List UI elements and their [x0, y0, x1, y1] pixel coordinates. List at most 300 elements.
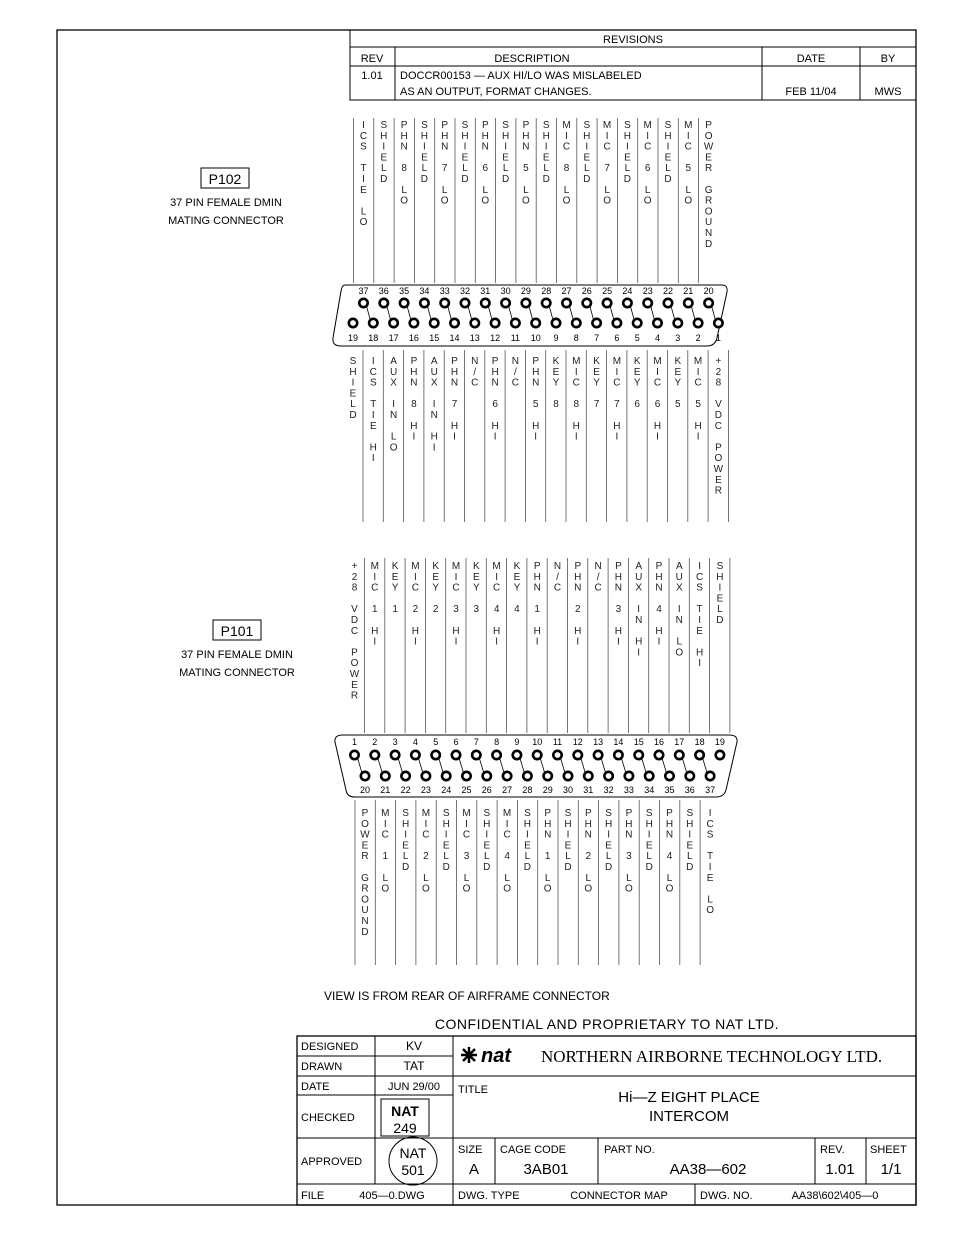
- nat-starburst-icon: [461, 1047, 477, 1063]
- p102-pin-33: [441, 299, 449, 307]
- p102-bottom-10-label-char: I: [534, 431, 538, 443]
- p102-top-29-label-char: H: [522, 130, 530, 142]
- p101-pin-32: [604, 772, 612, 780]
- p101-pin-number: 1: [351, 737, 358, 747]
- p101-bottom-29-label-char: L: [544, 872, 551, 884]
- p101-bottom-27-label-char: C: [503, 829, 511, 841]
- p102-bottom-9-label-char: E: [552, 366, 560, 378]
- p101-top-14-label-char: H: [614, 571, 623, 583]
- p102-pin-3: [674, 319, 682, 327]
- p101-pin-number: 24: [441, 785, 452, 795]
- p101-top-18-label-char: T: [696, 604, 703, 616]
- p101-top-14-label-char: P: [615, 561, 622, 572]
- p101-bottom-25-label-char: M: [462, 808, 471, 819]
- p102-top-35-label-char: 8: [401, 163, 407, 175]
- p101-bottom-20-label-char: U: [361, 905, 369, 917]
- p101-bottom-33-label-char: P: [625, 808, 633, 819]
- p101-top-5-label-char: Y: [432, 582, 440, 594]
- p102-bottom-12-label-char: P: [491, 356, 499, 367]
- p101-pin-number: 18: [694, 737, 705, 747]
- p101-pin-7: [472, 751, 480, 759]
- p102-bottom-1-label-char: V: [715, 399, 722, 411]
- drawing-title-line-1: Hi—Z EIGHT PLACE: [618, 1089, 760, 1106]
- p102-bottom-12-label-char: H: [491, 420, 499, 432]
- p101-top-4-label-char: I: [414, 571, 417, 583]
- p102-top-28-label-char: I: [544, 141, 548, 153]
- p101-bottom-35-label-char: N: [665, 829, 674, 841]
- p102-pin-link: [691, 306, 695, 320]
- p102-pin-number: 13: [469, 333, 480, 343]
- p101-pin-number: 6: [453, 737, 459, 747]
- p101-pin-number: 22: [400, 785, 411, 795]
- p102-bottom-8-label-char: H: [572, 420, 580, 432]
- p101-top-14-label-char: 3: [615, 604, 622, 616]
- p102-top-21-label-char: L: [685, 184, 692, 196]
- p102-top-21-label-char: I: [686, 130, 690, 142]
- p102-top-23-label-char: L: [644, 184, 651, 196]
- p101-top-2-label-char: H: [371, 625, 379, 637]
- p101-top-17-label-char: U: [675, 571, 683, 583]
- p101-top-17-label-char: A: [675, 561, 683, 572]
- p101-pin-number: 14: [613, 737, 624, 747]
- p101-pin-link: [601, 758, 606, 773]
- p101-bottom-31-label-char: 2: [585, 851, 592, 863]
- p102-top-36-label-char: H: [380, 130, 388, 142]
- p101-bottom-33-label-char: N: [625, 829, 633, 841]
- rev-column-header: REV: [360, 53, 384, 65]
- p102-top-28-label-char: E: [542, 152, 550, 164]
- p101-bottom-32-label-char: D: [604, 862, 613, 873]
- p101-top-17-label-char: L: [676, 636, 683, 648]
- p101-pin-number: 20: [359, 785, 371, 795]
- p101-pin-link: [642, 758, 647, 773]
- drawing-title-line-2: INTERCOM: [649, 1108, 729, 1125]
- p102-pin-number: 20: [703, 286, 714, 296]
- p102-top-36-label-char: I: [382, 141, 386, 153]
- p101-bottom-26-label-char: I: [485, 829, 489, 841]
- p102-top-25-label-char: L: [604, 184, 610, 196]
- p102-top-35-label-char: H: [400, 130, 408, 142]
- p101-top-10-label-char: H: [533, 625, 541, 637]
- p102-top-24-label-char: E: [624, 152, 631, 164]
- p102-bottom-16-label-char: H: [410, 420, 418, 432]
- p102-pin-number: 22: [662, 286, 674, 296]
- p102-pin-19: [349, 319, 357, 327]
- p102-bottom-14-label-char: 7: [451, 399, 458, 411]
- p101-bottom-34-label-char: E: [645, 840, 653, 852]
- p101-top-17-label-char: X: [675, 582, 683, 594]
- p101-top-16-label-char: N: [655, 582, 663, 594]
- p102-pin-24: [623, 299, 631, 307]
- p102-bottom-17-label-char: N: [389, 410, 398, 421]
- p102-top-25-label-char: O: [603, 195, 611, 207]
- p102-top-24-label-char: H: [623, 130, 632, 142]
- p101-pin-8: [492, 751, 500, 759]
- p101-bottom-37-label-char: O: [706, 905, 714, 917]
- cage-code-label: CAGE CODE: [500, 1144, 567, 1156]
- p101-description-line-2: MATING CONNECTOR: [179, 667, 295, 679]
- p102-bottom-10-label-char: N: [532, 377, 540, 389]
- p101-top-5-label-char: E: [432, 571, 440, 583]
- p102-bottom-18-label-char: I: [371, 410, 375, 421]
- p101-top-12-label-char: 2: [575, 604, 581, 616]
- drawn-label: DRAWN: [301, 1061, 343, 1073]
- p102-bottom-16-label-char: H: [410, 366, 418, 378]
- p101-pin-number: 9: [514, 737, 520, 747]
- p101-bottom-36-label-char: D: [686, 862, 694, 873]
- p102-pin-34: [420, 299, 428, 307]
- p102-top-30-label-char: I: [504, 141, 507, 153]
- p102-bottom-1-label-char: +: [715, 356, 722, 367]
- p102-pin-10: [532, 319, 540, 327]
- p102-bottom-6-label-char: H: [613, 420, 621, 432]
- p102-bottom-11-label-char: /: [514, 366, 517, 378]
- p102-pin-27: [562, 299, 570, 307]
- p101-pin-10: [533, 751, 541, 759]
- p101-bottom-24-label-char: S: [442, 808, 450, 819]
- p102-top-36-label-char: E: [380, 152, 388, 164]
- p102-top-28-label-char: D: [542, 174, 550, 185]
- p101-bottom-24-label-char: I: [444, 829, 448, 841]
- checked-stamp-line-2: 249: [393, 1120, 417, 1136]
- p102-top-22-label-char: D: [664, 174, 672, 185]
- p101-bottom-30-label-char: L: [565, 851, 571, 863]
- p102-pin-number: 23: [642, 286, 653, 296]
- p101-top-7-label-char: Y: [472, 582, 480, 594]
- p101-pin-30: [564, 772, 572, 780]
- p102-top-23-label-char: O: [643, 195, 652, 207]
- p102-pin-9: [552, 319, 560, 327]
- p102-top-21-label-char: O: [684, 195, 693, 207]
- p102-bottom-10-label-char: H: [532, 420, 540, 432]
- p101-bottom-25-label-char: L: [463, 872, 470, 884]
- p101-bottom-21-label-char: L: [382, 872, 389, 884]
- p101-pin-2: [371, 751, 379, 759]
- p101-bottom-35-label-char: 4: [666, 851, 673, 863]
- p101-bottom-35-label-char: L: [666, 872, 673, 884]
- p102-top-30-label-char: E: [502, 152, 509, 164]
- p102-pin-number: 34: [419, 286, 430, 296]
- p102-top-29-label-char: P: [522, 120, 530, 131]
- p102-bottom-11-label-char: C: [511, 377, 520, 389]
- p102-top-27-label-char: L: [563, 184, 570, 196]
- p101-pin-28: [523, 772, 531, 780]
- p102-bottom-15-label-char: N: [430, 410, 438, 421]
- p101-bottom-20-label-char: R: [361, 851, 369, 863]
- p101-bottom-27-label-char: L: [504, 872, 510, 884]
- p102-top-26-label-char: I: [585, 141, 589, 153]
- p101-top-8-label-char: C: [492, 582, 501, 594]
- p101-top-9-label-char: E: [513, 571, 521, 583]
- p101-top-12-label-char: P: [574, 561, 582, 572]
- p102-pin-14: [450, 319, 458, 327]
- checked-label: CHECKED: [301, 1112, 355, 1124]
- p101-top-13-label-char: C: [594, 582, 602, 594]
- revisions-block: [350, 30, 916, 100]
- p101-pin-12: [574, 751, 582, 759]
- p102-pin-link: [367, 306, 371, 320]
- p102-pin-number: 24: [622, 286, 633, 296]
- p101-top-1-label-char: 8: [351, 582, 358, 594]
- p102-top-29-label-char: 5: [523, 163, 529, 175]
- size-value: A: [468, 1161, 480, 1178]
- p101-bottom-37-label-char: S: [706, 829, 714, 841]
- p102-top-26-label-char: H: [583, 130, 591, 142]
- p102-bottom-17-label-char: I: [392, 399, 395, 411]
- p101-pin-37: [706, 772, 714, 780]
- p102-pin-29: [522, 299, 530, 307]
- p101-top-10-label-char: H: [533, 571, 541, 583]
- p102-top-29-label-char: L: [523, 184, 529, 196]
- p101-pin-number: 21: [380, 785, 391, 795]
- p101-top-2-label-char: I: [373, 571, 377, 583]
- p102-bottom-1-label-char: P: [715, 442, 722, 454]
- p102-top-33-label-char: P: [441, 120, 449, 131]
- p102-description-line-1: 37 PIN FEMALE DMIN: [170, 197, 282, 209]
- checked-stamp: [381, 1099, 429, 1136]
- p101-top-15-label-char: I: [637, 647, 641, 659]
- p101-bottom-26-label-char: L: [484, 851, 490, 863]
- p102-pin-23: [644, 299, 652, 307]
- p102-top-28-label-char: L: [543, 163, 549, 175]
- p102-top-20-label-char: O: [704, 130, 713, 142]
- p101-top-9-label-char: K: [513, 561, 521, 572]
- dwg-type-value: CONNECTOR MAP: [570, 1190, 668, 1202]
- p102-bottom-2-label-char: C: [694, 377, 702, 389]
- p101-pin-number: 31: [583, 785, 594, 795]
- p101-top-1-label-char: C: [350, 625, 359, 637]
- p102-bottom-7-label-char: Y: [593, 377, 600, 389]
- p101-pin-21: [381, 772, 389, 780]
- designed-label: DESIGNED: [301, 1041, 359, 1053]
- p102-pin-number: 8: [573, 333, 579, 343]
- p102-tag-label: P102: [208, 171, 242, 187]
- p102-bottom-14-label-char: H: [450, 420, 459, 432]
- p101-pin-link: [459, 758, 464, 773]
- p101-bottom-22-label-char: H: [401, 818, 410, 830]
- p101-top-7-label-char: E: [472, 571, 480, 583]
- p101-bottom-20-label-char: R: [361, 883, 369, 895]
- p101-tag-label: P101: [220, 623, 254, 639]
- p101-top-5-label-char: K: [432, 561, 440, 572]
- p101-bottom-26-label-char: D: [483, 862, 491, 873]
- p101-top-4-label-char: 2: [412, 604, 419, 616]
- p101-top-18-label-char: I: [698, 561, 701, 572]
- p101-top-8-label-char: I: [495, 571, 498, 583]
- p102-bottom-4-label-char: I: [656, 366, 659, 378]
- p102-pin-15: [430, 319, 438, 327]
- p101-bottom-29-label-char: H: [544, 818, 552, 830]
- p101-bottom-20-label-char: W: [360, 829, 370, 841]
- p102-top-37-label-char: E: [360, 184, 367, 196]
- confidentiality-notice: CONFIDENTIAL AND PROPRIETARY TO NAT LTD.: [434, 1016, 780, 1032]
- p101-pin-number: 17: [674, 737, 685, 747]
- p101-top-3-label-char: 1: [392, 604, 398, 616]
- p101-pin-link: [520, 758, 525, 773]
- p101-connector-diagram: [335, 558, 737, 965]
- p102-pin-number: 4: [654, 333, 661, 343]
- p101-bottom-25-label-char: C: [462, 829, 471, 841]
- p102-pin-number: 32: [459, 286, 471, 296]
- p101-top-14-label-char: N: [614, 582, 623, 594]
- p101-pin-number: 5: [433, 737, 439, 747]
- p102-bottom-8-label-char: C: [572, 377, 580, 389]
- p101-bottom-26-label-char: S: [483, 808, 491, 819]
- p101-top-8-label-char: M: [492, 561, 501, 572]
- p101-pin-1: [350, 751, 358, 759]
- p102-top-20-label-char: N: [704, 228, 713, 239]
- p102-bottom-17-label-char: O: [389, 442, 398, 454]
- p102-bottom-5-label-char: Y: [633, 377, 641, 389]
- p101-bottom-31-label-char: O: [584, 883, 593, 895]
- p102-bottom-2-label-char: 5: [695, 399, 701, 411]
- p102-pin-11: [511, 319, 519, 327]
- p102-top-27-label-char: M: [562, 120, 571, 131]
- p101-pin-34: [645, 772, 653, 780]
- p102-pin-number: 21: [683, 286, 694, 296]
- p101-top-13-label-char: N: [594, 561, 602, 572]
- p102-top-29-label-char: N: [522, 141, 530, 153]
- p102-pin-link: [549, 306, 553, 320]
- p102-top-31-label-char: N: [481, 141, 489, 153]
- p102-pin-number: 1: [715, 333, 721, 343]
- p102-top-36-label-char: L: [381, 163, 387, 175]
- p102-top-31-label-char: O: [481, 195, 490, 207]
- p102-bottom-15-label-char: X: [430, 377, 438, 389]
- p102-top-35-label-char: P: [400, 120, 408, 131]
- p101-bottom-25-label-char: 3: [463, 851, 470, 863]
- p101-top-19-label-char: S: [716, 561, 724, 572]
- p101-top-19-label-char: D: [716, 615, 724, 626]
- p101-bottom-22-label-char: I: [404, 829, 407, 841]
- p102-bottom-10-label-char: 5: [532, 399, 539, 411]
- p102-bottom-4-label-char: 6: [654, 399, 661, 411]
- p102-top-22-label-char: H: [664, 130, 672, 142]
- checked-stamp-line-1: NAT: [391, 1103, 419, 1119]
- p102-bottom-6-label-char: C: [613, 377, 621, 389]
- p102-pin-13: [471, 319, 479, 327]
- p101-bottom-35-label-char: H: [665, 818, 674, 830]
- p101-bottom-23-label-char: M: [421, 808, 431, 819]
- p101-top-11-label-char: N: [553, 561, 562, 572]
- p101-bottom-25-label-char: I: [465, 818, 468, 830]
- p102-bottom-18-label-char: I: [371, 453, 375, 465]
- p101-bottom-37-label-char: E: [706, 872, 714, 884]
- approved-label: APPROVED: [301, 1156, 363, 1168]
- p102-bottom-19-label-char: I: [351, 377, 355, 389]
- p101-bottom-34-label-char: D: [645, 862, 653, 873]
- p102-pin-26: [583, 299, 591, 307]
- p101-top-18-label-char: C: [695, 571, 704, 583]
- dwg-type-label: DWG. TYPE: [458, 1190, 520, 1202]
- p101-bottom-34-label-char: H: [645, 818, 653, 830]
- p102-top-26-label-char: L: [584, 163, 590, 175]
- p102-top-31-label-char: 6: [482, 163, 489, 175]
- p102-bottom-15-label-char: H: [430, 431, 438, 443]
- p101-pin-14: [614, 751, 622, 759]
- p101-bottom-22-label-char: L: [402, 851, 409, 863]
- p102-top-21-label-char: C: [684, 141, 692, 153]
- p102-bottom-17-label-char: L: [390, 431, 397, 443]
- p102-pin-link: [712, 306, 716, 320]
- p101-pin-number: 15: [633, 737, 644, 747]
- p102-top-36-label-char: D: [380, 174, 388, 185]
- p102-top-25-label-char: I: [605, 130, 609, 142]
- p101-bottom-26-label-char: H: [483, 818, 491, 830]
- p102-top-29-label-char: O: [522, 195, 530, 207]
- p102-pin-number: 35: [399, 286, 410, 296]
- p101-top-11-label-char: /: [556, 571, 559, 583]
- p102-bottom-17-label-char: U: [389, 366, 398, 378]
- p101-top-10-label-char: N: [533, 582, 541, 594]
- p101-pin-4: [411, 751, 419, 759]
- p101-pin-number: 26: [481, 785, 492, 795]
- p101-top-1-label-char: R: [350, 690, 359, 702]
- p101-pin-31: [584, 772, 592, 780]
- p102-top-30-label-char: H: [501, 130, 510, 142]
- p102-pin-17: [389, 319, 397, 327]
- p101-top-1-label-char: D: [350, 615, 359, 626]
- p101-bottom-20-label-char: G: [361, 872, 369, 884]
- p101-bottom-21-label-char: 1: [382, 851, 389, 863]
- p101-bottom-25-label-char: O: [462, 883, 471, 895]
- p102-bottom-16-label-char: 8: [411, 399, 417, 411]
- company-name: NORTHERN AIRBORNE TECHNOLOGY LTD.: [541, 1047, 883, 1066]
- p102-pin-5: [633, 319, 641, 327]
- p101-pin-link: [378, 758, 383, 773]
- p102-pin-22: [664, 299, 672, 307]
- p101-bottom-21-label-char: I: [383, 818, 387, 830]
- p102-bottom-12-label-char: H: [491, 366, 499, 378]
- p101-bottom-28-label-char: H: [523, 818, 532, 830]
- p102-top-27-label-char: C: [562, 141, 571, 153]
- p102-top-20-label-char: U: [704, 217, 713, 229]
- p102-top-26-label-char: D: [583, 174, 591, 185]
- p102-top-25-label-char: C: [603, 141, 611, 153]
- p102-top-34-label-char: S: [421, 120, 428, 131]
- p101-top-17-label-char: I: [677, 604, 681, 616]
- p101-pin-number: 29: [542, 785, 553, 795]
- p102-bottom-6-label-char: I: [615, 366, 619, 378]
- p102-pin-link: [610, 306, 614, 320]
- p102-top-26-label-char: S: [583, 120, 591, 131]
- p101-bottom-34-label-char: L: [646, 851, 652, 863]
- p102-pin-number: 9: [553, 333, 559, 343]
- p102-bottom-8-label-char: I: [574, 366, 578, 378]
- p102-pin-link: [448, 306, 452, 320]
- p102-bottom-18-label-char: E: [369, 420, 377, 432]
- p102-bottom-13-label-char: /: [473, 366, 477, 378]
- p102-connector-diagram: [333, 118, 729, 522]
- p102-pin-21: [684, 299, 692, 307]
- designed-value: KV: [405, 1039, 423, 1053]
- p102-bottom-1-label-char: C: [714, 420, 723, 432]
- p102-top-37-label-char: C: [359, 130, 368, 142]
- p101-top-10-label-char: 1: [534, 604, 540, 616]
- p101-bottom-28-label-char: D: [523, 862, 532, 873]
- p102-top-31-label-char: H: [481, 130, 489, 142]
- p102-top-34-label-char: L: [421, 163, 428, 175]
- p102-bottom-18-label-char: I: [371, 356, 375, 367]
- p101-bottom-36-label-char: E: [686, 840, 694, 852]
- revision-by: MWS: [874, 86, 902, 98]
- part-number-value: AA38—602: [669, 1161, 747, 1178]
- p101-top-12-label-char: H: [574, 625, 582, 637]
- p101-bottom-21-label-char: M: [381, 808, 390, 819]
- p101-pin-number: 37: [705, 785, 716, 795]
- p102-bottom-15-label-char: I: [432, 399, 436, 411]
- nat-logo-wordmark: nat: [481, 1045, 511, 1067]
